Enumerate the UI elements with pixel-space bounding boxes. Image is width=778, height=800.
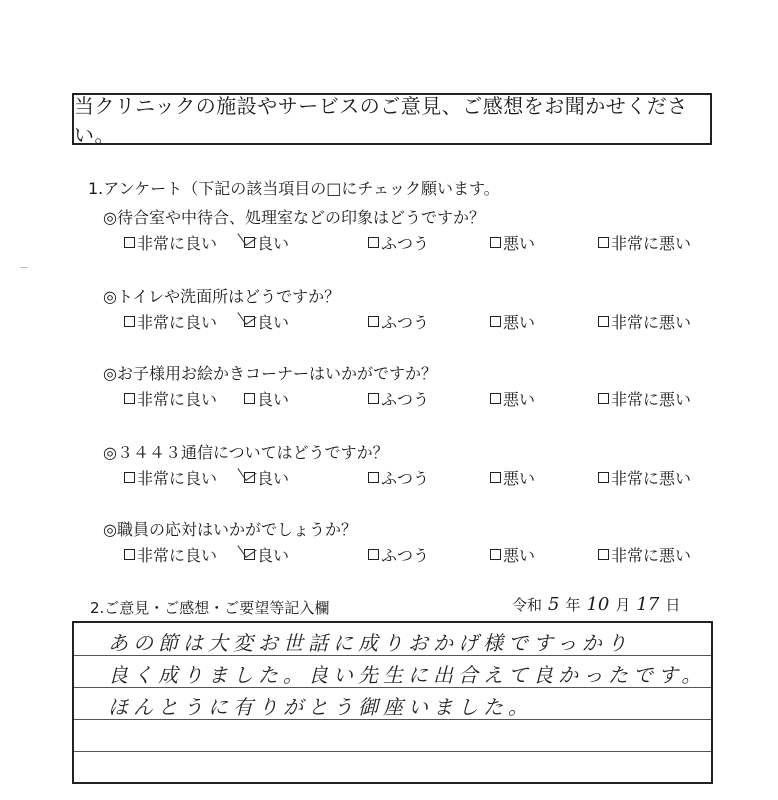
checkbox[interactable] [244,393,255,404]
q4-option-neutral[interactable] [368,466,429,489]
q4-option-good[interactable] [244,466,289,489]
checkbox[interactable] [490,393,501,404]
date-field [512,594,680,615]
option-label: 良い [257,546,290,565]
checkbox[interactable] [124,549,135,560]
checkbox[interactable] [244,237,255,248]
option-label: 非常に良い [137,546,218,565]
option-label: 非常に悪い [611,469,692,488]
question-1: ◎待合室や中待合、処理室などの印象はどうですか？ [103,208,485,227]
q2-option-neutral[interactable] [368,310,429,333]
q3-option-neutral[interactable] [368,387,429,410]
option-label: 悪い [503,546,536,565]
q2-option-very-bad[interactable] [598,310,691,333]
option-label: ふつう [381,313,430,332]
checkbox[interactable] [124,393,135,404]
question-4: ◎３４４３通信についてはどうですか？ [103,443,389,462]
checkbox[interactable] [368,316,379,327]
option-label: 非常に悪い [611,546,692,565]
comment-line-3: ほんとうに有りがとう御座いました。 [108,695,533,719]
q3-option-very-bad[interactable] [598,387,691,410]
option-label: 悪い [503,234,536,253]
option-label: 非常に悪い [611,234,692,253]
question-5: ◎職員の応対はいかがでしょうか？ [103,520,357,539]
comment-line-1: あの節は大変お世話に成りおかげ様ですっかり [108,631,632,655]
q5-option-very-bad[interactable] [598,543,691,566]
q2-option-very-good[interactable] [124,310,217,333]
checkbox[interactable] [490,237,501,248]
checkbox[interactable] [368,472,379,483]
option-label: 悪い [503,313,536,332]
option-label: 非常に悪い [611,313,692,332]
date-year: 5 [548,594,560,615]
section2-heading: 2.ご意見・ご感想・ご要望等記入欄 [90,599,330,617]
comment-rule [74,751,711,752]
option-label: 非常に悪い [611,390,692,409]
option-label: 良い [257,390,290,409]
q1-option-very-bad[interactable] [598,231,691,254]
q5-option-neutral[interactable] [368,543,429,566]
form-title-text: 当クリニックの施設やサービスのご意見、ご感想をお聞かせください。 [74,94,688,147]
checkbox[interactable] [124,472,135,483]
checkbox[interactable] [490,472,501,483]
question-3: ◎お子様用お絵かきコーナーはいかがですか？ [103,364,437,383]
comment-line-2: 良く成りました。良い先生に出合えて良かったです。 [108,663,707,687]
question-2: ◎トイレや洗面所はどうですか？ [103,287,341,306]
checkbox[interactable] [244,316,255,327]
date-day: 17 [636,594,660,615]
option-label: 非常に良い [137,234,218,253]
checkbox[interactable] [598,549,609,560]
checkbox[interactable] [368,393,379,404]
comment-box[interactable] [72,621,713,784]
section1-heading: 1.アンケート（下記の該当項目の□にチェック願います。 [88,179,500,198]
q4-option-very-good[interactable] [124,466,217,489]
checkbox[interactable] [598,472,609,483]
option-label: 悪い [503,469,536,488]
q3-option-good[interactable] [244,387,289,410]
option-label: ふつう [381,546,430,565]
checkbox[interactable] [124,237,135,248]
q5-option-bad[interactable] [490,543,535,566]
q4-option-very-bad[interactable] [598,466,691,489]
date-month: 10 [586,594,610,615]
option-label: 非常に良い [137,469,218,488]
checkbox[interactable] [244,472,255,483]
date-year-unit: 年 [565,596,581,614]
checkbox[interactable] [598,393,609,404]
q3-option-very-good[interactable] [124,387,217,410]
q1-option-very-good[interactable] [124,231,217,254]
checkbox[interactable] [490,316,501,327]
q1-option-bad[interactable] [490,231,535,254]
form-title [72,93,712,145]
checkbox[interactable] [244,549,255,560]
option-label: 悪い [503,390,536,409]
checkbox[interactable] [598,316,609,327]
option-label: 非常に良い [137,313,218,332]
q5-option-good[interactable] [244,543,289,566]
checkbox[interactable] [368,237,379,248]
q1-option-good[interactable] [244,231,289,254]
q2-option-bad[interactable] [490,310,535,333]
option-label: ふつう [381,234,430,253]
q2-option-good[interactable] [244,310,289,333]
option-label: 非常に良い [137,390,218,409]
option-label: ふつう [381,469,430,488]
q4-option-bad[interactable] [490,466,535,489]
checkbox[interactable] [124,316,135,327]
q5-option-very-good[interactable] [124,543,217,566]
q3-option-bad[interactable] [490,387,535,410]
option-label: 良い [257,313,290,332]
checkbox[interactable] [490,549,501,560]
date-era: 令和 [512,596,543,614]
q1-option-neutral[interactable] [368,231,429,254]
checkbox[interactable] [598,237,609,248]
date-month-unit: 月 [615,596,631,614]
checkbox[interactable] [368,549,379,560]
option-label: 良い [257,234,290,253]
option-label: ふつう [381,390,430,409]
date-day-unit: 日 [665,596,681,614]
option-label: 良い [257,469,290,488]
margin-mark [20,267,28,268]
